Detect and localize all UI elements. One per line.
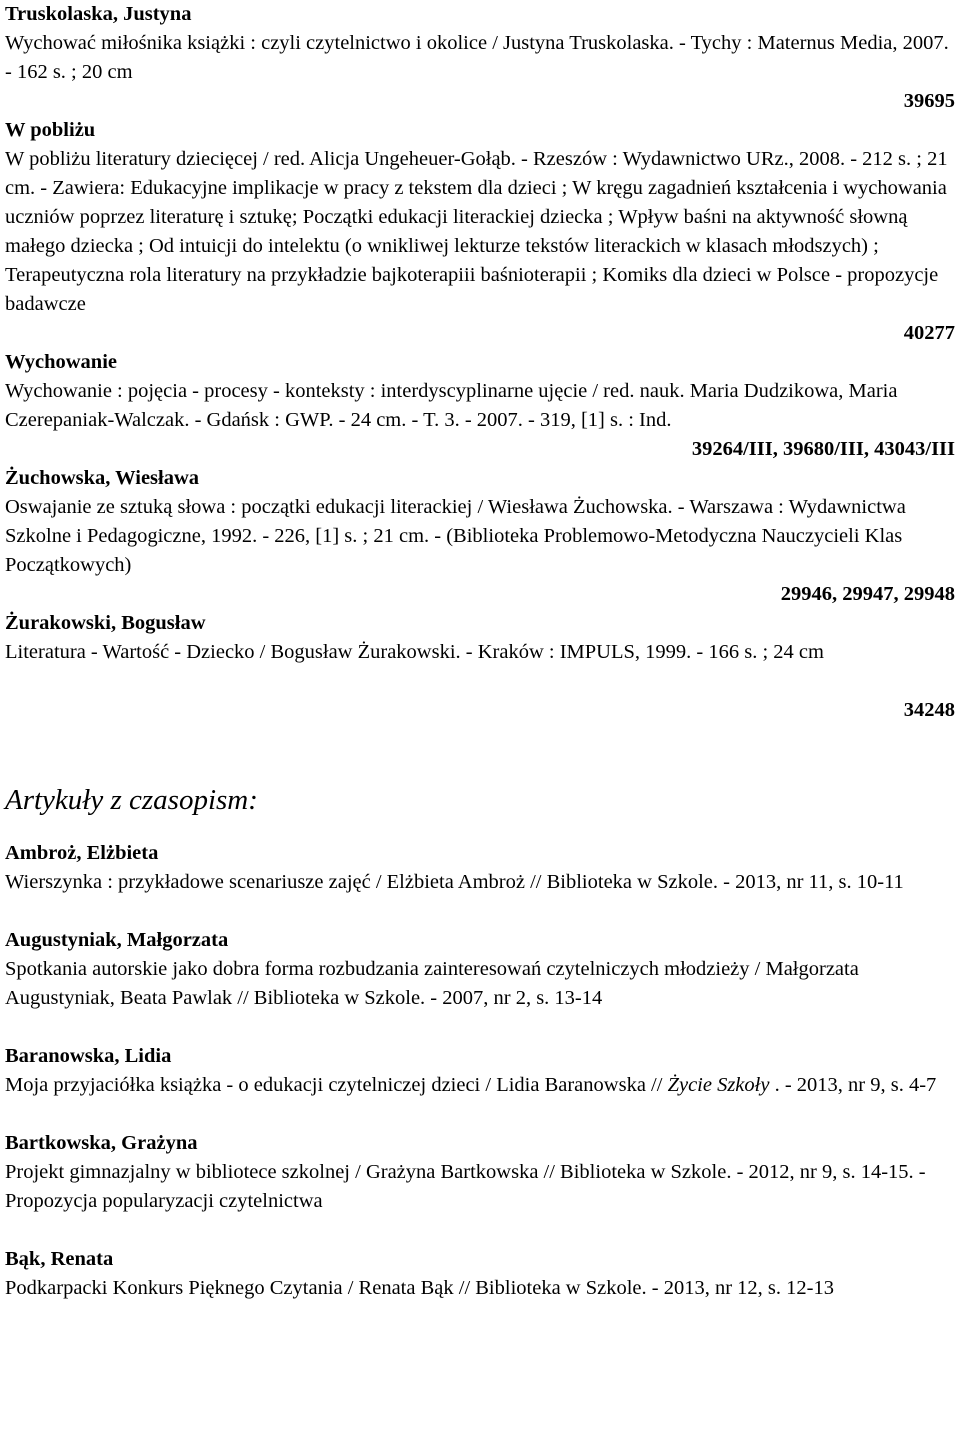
call-number: 39695: [903, 90, 955, 112]
entry-description: [5, 1071, 955, 1100]
description-text: . - 2013, nr 9, s. 4-7: [769, 1074, 937, 1096]
entry-description: Wychować miłośnika książki : czyli czytelnictwo i okolice / Justyna Truskolaska. - Tychy : Maternus Media, 2007. - 162 s. ; 20 cm: [5, 32, 949, 83]
entry-heading: Wychowanie: [5, 351, 117, 373]
book-entry: [5, 609, 955, 725]
article-entry: [5, 926, 955, 1013]
entry-description: Podkarpacki Konkurs Pięknego Czytania / Renata Bąk // Biblioteka w Szkole. - 2013, nr 12, s. 12-13: [5, 1277, 834, 1299]
entry-description: Spotkania autorskie jako dobra forma rozbudzania zainteresowań czytelniczych młodzieży / Małgorzata Augustyniak, Beata Pawlak // Biblioteka w Szkole. - 2007, nr 2, s. 13-14: [5, 958, 859, 1009]
entry-heading: Żurakowski, Bogusław: [5, 612, 206, 634]
spacer: [5, 667, 955, 696]
article-entry: [5, 839, 955, 897]
book-entry: [5, 464, 955, 609]
section-title: Artykuły z czasopism:: [5, 784, 258, 816]
book-entry: [5, 348, 955, 464]
call-number: 34248: [903, 699, 955, 721]
article-entry: [5, 1245, 955, 1303]
document-page: [5, 0, 955, 1332]
entry-description: Projekt gimnazjalny w bibliotece szkolnej / Grażyna Bartkowska // Biblioteka w Szkole. - 2012, nr 9, s. 14-15. - Propozycja popularyzacji czytelnictwa: [5, 1161, 926, 1212]
call-number: 40277: [903, 322, 955, 344]
entry-description: Oswajanie ze sztuką słowa : początki edukacji literackiej / Wiesława Żuchowska. - Warszawa : Wydawnictwa Szkolne i Pedagogiczne, 1992. - 226, [1] s. ; 21 cm. - (Biblioteka Problemowo-Metodyczna Nauczycieli Klas Początkowych): [5, 496, 906, 576]
entry-heading: Żuchowska, Wiesława: [5, 467, 200, 489]
entry-description: Wierszynka : przykładowe scenariusze zajęć / Elżbieta Ambroż // Biblioteka w Szkole. - 2013, nr 11, s. 10-11: [5, 871, 904, 893]
entry-description: W pobliżu literatury dziecięcej / red. Alicja Ungeheuer-Gołąb. - Rzeszów : Wydawnictwo URz., 2008. - 212 s. ; 21 cm. - Zawiera: Edukacyjne implikacje w pracy z tekstem dla dzieci ; W kręgu zagadnień kształcenia i wychowania uczniów poprzez literaturę i sztukę; Początki edukacji literackiej dziecka ; Wpływ baśni na aktywność słowną małego dziecka ; Od intuicji do intelektu (o wnikliwej lekturze tekstów literackich w klasach młodszych) ; Terapeutyczna rola literatury na przykładzie bajkoterapiii baśnioterapii ; Komiks dla dzieci w Polsce - propozycje badawcze: [5, 148, 948, 315]
journal-title: Życie Szkoły: [667, 1074, 770, 1096]
entry-heading: Truskolaska, Justyna: [5, 3, 192, 25]
entry-heading: Augustyniak, Małgorzata: [5, 929, 229, 951]
call-number: 39264/III, 39680/III, 43043/III: [691, 438, 955, 460]
entry-description: Wychowanie : pojęcia - procesy - konteksty : interdyscyplinarne ujęcie / red. nauk. Maria Dudzikowa, Maria Czerepaniak-Walczak. - Gdańsk : GWP. - 24 cm. - T. 3. - 2007. - 319, [1] s. : Ind.: [5, 380, 898, 431]
entry-heading: Bąk, Renata: [5, 1248, 114, 1270]
article-entry: [5, 1042, 955, 1100]
description-text: Moja przyjaciółka książka - o edukacji czytelniczej dzieci / Lidia Baranowska //: [5, 1074, 668, 1096]
entry-heading: Bartkowska, Grażyna: [5, 1132, 198, 1154]
entry-heading: Baranowska, Lidia: [5, 1045, 172, 1067]
entry-description: Literatura - Wartość - Dziecko / Bogusław Żurakowski. - Kraków : IMPULS, 1999. - 166 s. ; 24 cm: [5, 641, 824, 663]
book-entry: [5, 0, 955, 116]
book-entry: [5, 116, 955, 348]
entry-heading: W pobliżu: [5, 119, 96, 141]
call-number: 29946, 29947, 29948: [780, 583, 955, 605]
article-entry: [5, 1129, 955, 1216]
entry-heading: Ambroż, Elżbieta: [5, 842, 159, 864]
